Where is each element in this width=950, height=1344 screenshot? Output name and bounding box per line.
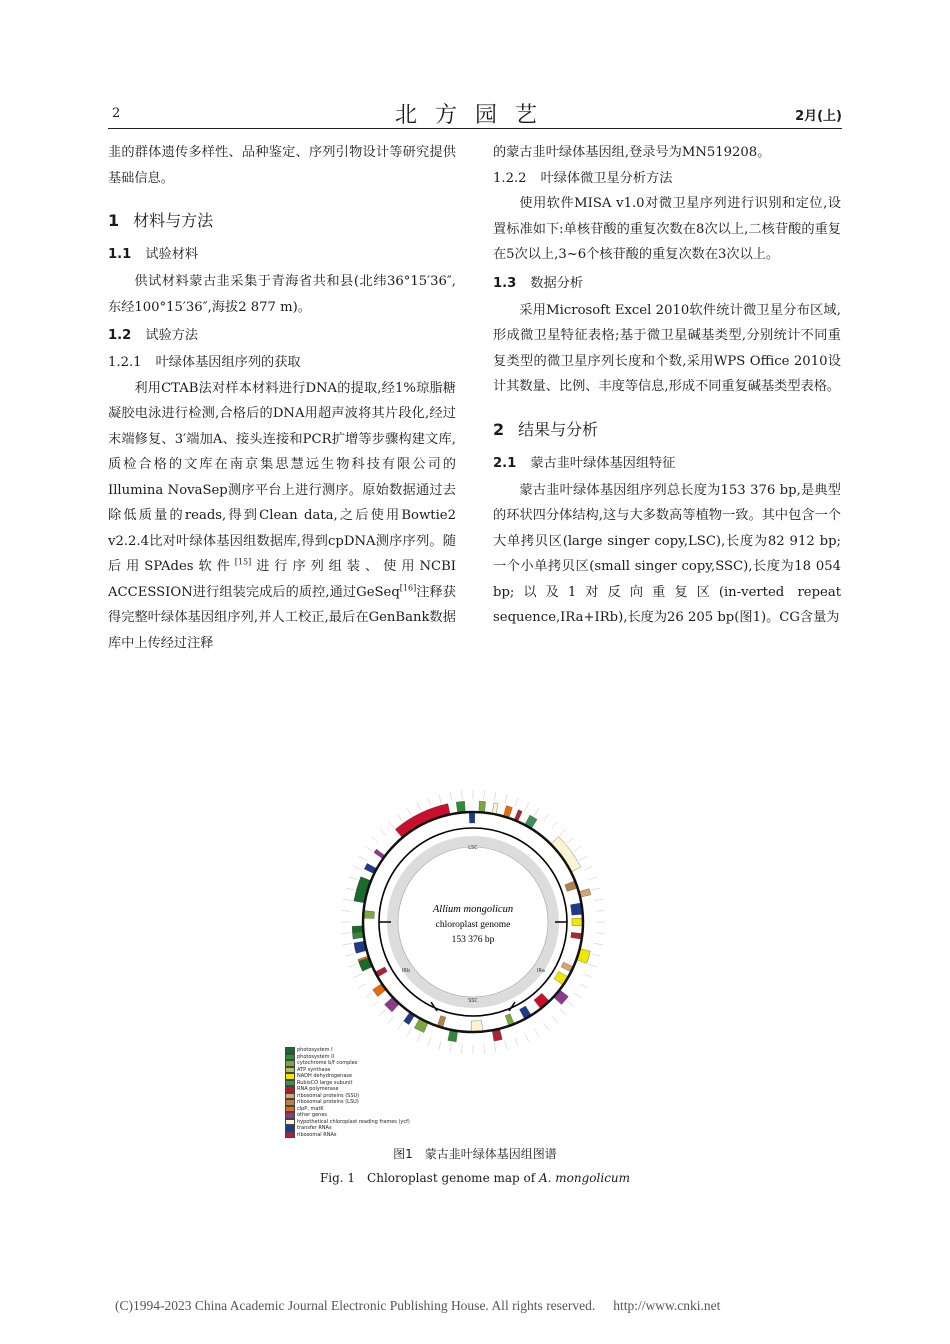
legend-label: hypothetical chloroplast reading frames (ycf) [297,1118,410,1125]
ira-label: IRa [537,968,545,974]
gene-block [363,911,374,919]
legend-label: RNA polymerase [297,1086,339,1093]
legend-label: transfer RNAs [297,1125,332,1132]
gene-label-leader [439,1041,441,1050]
figure-caption-cn: 图1 蒙古韭叶绿体基因组图谱 [393,1147,557,1161]
gene-legend [285,1047,410,1138]
cnki-link[interactable]: http://www.cnki.net [613,1298,721,1313]
gene-label-leader [342,910,351,911]
gene-block [469,812,475,823]
gene-label-leader [544,814,549,821]
gene-label-leader [589,877,597,880]
gene-block [385,997,400,1012]
gene-label-leader [535,808,540,816]
legend-label: cytochrome b/f complex [297,1060,358,1067]
gene-label-leader [439,794,441,803]
gene-label-leader [525,1033,529,1041]
gene-label-leader [544,1023,549,1030]
gene-label-leader [343,943,352,945]
gene-label-leader [484,791,485,800]
gene-label-leader [461,1045,462,1054]
gene-label-leader [353,866,361,870]
legend-label: photosystem II [297,1053,335,1060]
gene-label-leader [567,837,574,843]
lsc-label: LSC [468,845,478,851]
gene-label-leader [494,1043,496,1052]
species-label: Allium mongolicun [432,904,514,915]
section-heading: 2 结果与分析 [493,419,599,439]
subsubsection-heading: 1.2.1 叶绿体基因组序列的获取 [108,355,301,370]
citation[interactable]: [15] [234,557,252,567]
genome-length-label: 153 376 bp [451,935,495,945]
citation[interactable]: [16] [399,583,417,593]
gene-label-leader [343,899,352,901]
gene-label-leader [372,837,379,843]
subsection-heading: 2.1 蒙古韭叶绿体基因组特征 [493,455,676,471]
legend-label: RubisCO large subunit [297,1079,353,1086]
gene-block [471,1021,483,1032]
gene-label-leader [574,993,581,998]
gene-label-leader [552,821,558,828]
gene-label-leader [417,1033,421,1041]
section-heading: 1 材料与方法 [108,211,214,230]
gene-label-leader [494,792,496,801]
intro-continuation: 韭的群体遗传多样性、品种鉴定、序列引物设计等研究提供基础信息。 [108,145,456,186]
legend-label: photosystem I [297,1047,333,1054]
gene-label-leader [574,846,581,851]
gene-label-leader [407,1029,412,1037]
paragraph: 采用Microsoft Excel 2010软件统计微卫星分布区域,形成微卫星特征表格;基于微卫星碱基类型,分别统计不同重复类型的微卫星序列长度和个数,采用WPS Office 2010设计其数量、比例、丰度等信息,形成不同重复碱基类型表格。 [493,302,841,394]
gene-label-leader [560,829,566,835]
gene-label-leader [359,856,367,861]
gene-label-leader [450,1043,452,1052]
paragraph: 供试材料蒙古韭采集于青海省共和县(北纬36°15′36″,东经100°15′36″,海拔2 877 m)。 [108,274,456,315]
gene-label-leader [596,910,605,911]
gene-label-leader [380,1009,386,1015]
gene-label-leader [365,993,372,998]
gene-label-leader [535,1029,540,1037]
gene-label-leader [505,794,507,803]
gene-label-leader [388,1016,394,1023]
gene-label-leader [592,888,601,890]
gene-label-leader [484,1045,485,1054]
gene-label-leader [589,964,597,967]
irb-label: IRb [401,968,411,974]
gene-label-leader [417,802,421,810]
gene-label-leader [428,1038,431,1046]
figure-caption-en: Fig. 1 Chloroplast genome map of A. mongolicum [319,1171,631,1185]
gene-label-leader [567,1001,574,1007]
gene-label-leader [380,829,386,835]
paragraph: 使用软件MISA v1.0对微卫星序列进行识别和定位,设置标准如下:单核苷酸的重复次数在8次以上,二核苷酸的重复在5次以上,3~6个核苷酸的重复次数在3次以上。 [493,196,841,262]
gene-block [572,918,583,926]
gene-label-leader [592,954,601,956]
gene-label-leader [594,899,603,901]
page-number: 2 [112,106,121,121]
gene-block [553,990,568,1005]
gene-block [479,801,486,812]
gene-label-leader [461,791,462,800]
journal-title: 北方园艺 [394,103,555,128]
gene-label-leader [345,954,354,956]
subsubsection-heading: 1.2.2 叶绿体微卫星分析方法 [493,170,673,186]
gene-label-leader [515,798,518,806]
gene-label-leader [372,1001,379,1007]
subsection-heading: 1.2 试验方法 [108,328,199,343]
legend-label: other genes [297,1112,328,1119]
gene-label-leader [365,846,372,851]
legend-label: clpP, matK [297,1105,324,1112]
paragraph: 利用CTAB法对样本材料进行DNA的提取,经1%琼脂糖凝胶电泳进行检测,合格后的DNA用超声波将其片段化,经过末端修复、3′端加A、接头连接和PCR扩增等步骤构建文库,质检合格的文库在南京集思慧远生物科技有限公司的Illumina NovaSep测序平台上进行测序。原始数据通过去除低质量的reads,得到Clean data,之后使用Bowtie2 v2.2.4比对叶绿体基因组数据库,得到cpDNA测序序列。随后用SPAdes软件[15]进行序列组装、使用NCBI ACCESSION进行组装完成后的质控,通过GeSeq[16]注释获得完整叶绿体基因组序列,并人工校正,最后在GenBank数据库中上传经过注释 [108,380,457,651]
subsection-heading: 1.3 数据分析 [493,275,584,291]
subsection-heading: 1.1 试验材料 [108,247,199,262]
ssc-label: SSC [468,998,478,1004]
gene-label-leader [594,943,603,945]
copyright-footer: (C)1994-2023 China Academic Journal Electronic Publishing House. All rights reserved. http://www.cnki.net [115,1298,721,1313]
legend-label: ATP synthase [297,1066,331,1073]
gene-label-leader [342,933,351,934]
gene-label-leader [359,984,367,989]
left-column [108,140,456,656]
right-column [493,140,841,631]
gene-label-leader [349,964,357,967]
gene-label-leader [584,866,592,870]
gene-label-leader [560,1009,566,1015]
gene-block [551,836,581,872]
gene-label-leader [525,802,529,810]
gene-label-leader [450,792,452,801]
paragraph: 蒙古韭叶绿体基因组序列总长度为153 376 bp,是典型的环状四分体结构,这与大多数高等植物一致。其中包含一个大单拷贝区(large singer copy,LSC),长度为82 912 bp;一个小单拷贝区(small singer copy,SSC),长度为18 054 bp;以及1对反向重复区(in-verted repeat sequence,IRa+IRb),长度为26 205 bp(图1)。CG含量为 [493,482,841,625]
header-rule [108,128,842,129]
gene-label-leader [515,1038,518,1046]
gene-label-leader [596,933,605,934]
gene-label-leader [345,888,354,890]
gene-label-leader [552,1016,558,1023]
legend-label: ribosomal proteins (SSU) [297,1092,360,1099]
legend-label: ribosomal RNAs [297,1131,337,1138]
paragraph: 的蒙古韭叶绿体基因组,登录号为MN519208。 [493,145,771,160]
gene-label-leader [580,856,588,861]
legend-swatch [285,1132,295,1139]
legend-entry [285,1119,410,1126]
legend-entry [285,1132,410,1139]
gene-label-leader [397,814,402,821]
gene-label-leader [505,1041,507,1050]
gene-label-leader [397,1023,402,1030]
gene-label-leader [584,974,592,978]
genome-label: chloroplast genome [435,920,511,930]
gene-label-leader [388,821,394,828]
gene-label-leader [407,808,412,816]
gene-label-leader [428,798,431,806]
gene-label-leader [349,877,357,880]
gene-label-leader [353,974,361,978]
gene-label-leader [580,984,588,989]
legend-label: ribosomal proteins (LSU) [297,1099,359,1106]
legend-label: NADH dehydrogenase [297,1073,353,1080]
issue-label: 2月(上) [795,109,842,124]
